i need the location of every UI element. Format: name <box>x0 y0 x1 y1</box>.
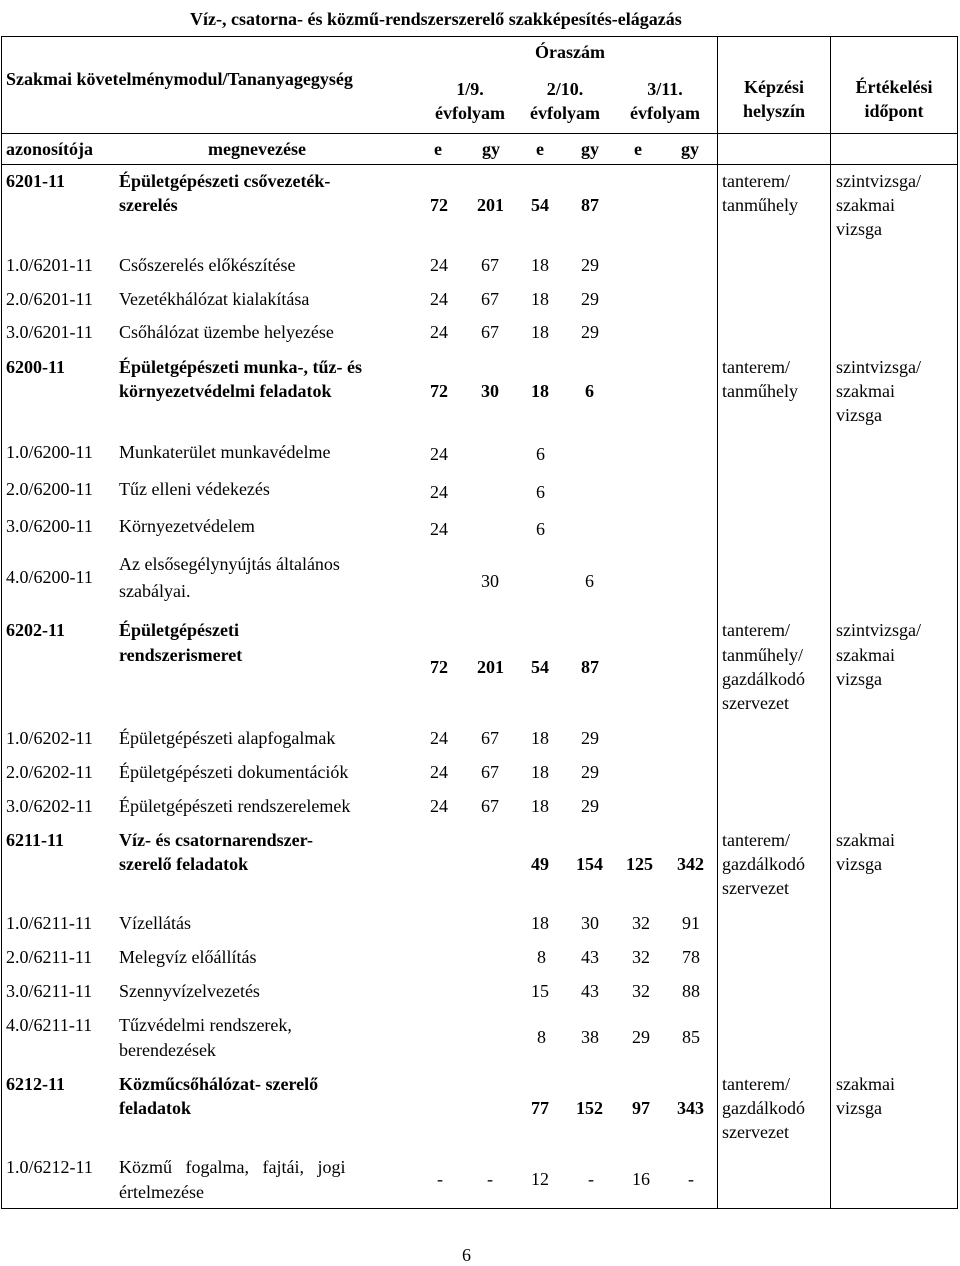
row-hours: 88 <box>682 981 700 1001</box>
row-hours: 24 <box>430 289 448 309</box>
row-hours: 67 <box>481 322 499 342</box>
row-hours: 38 <box>581 1027 599 1047</box>
page-number: 6 <box>462 1245 471 1265</box>
row-id: 3.0/6202-11 <box>6 796 93 816</box>
row-name: Tűzvédelmi rendszerek, <box>119 1015 292 1035</box>
row-hours: 32 <box>632 981 650 1001</box>
header-ertekelesi: Értékelési <box>855 77 933 97</box>
row-name: Épületgépészeti rendszerelemek <box>119 796 351 816</box>
header-year-1: 1/9. <box>456 79 484 99</box>
module-eval: vizsga <box>836 1098 882 1118</box>
row-id: 1.0/6201-11 <box>6 255 93 275</box>
module-place: tanterem/ <box>722 830 790 850</box>
row-hours: 78 <box>682 947 700 967</box>
module-hours: 77 <box>531 1098 549 1118</box>
row-hours: 30 <box>581 913 599 933</box>
module-eval: szintvizsga/ <box>836 171 921 191</box>
module-hours: 343 <box>677 1098 704 1118</box>
row-name: Környezetvédelem <box>119 516 255 536</box>
module-hours: 72 <box>430 657 448 677</box>
module-id: 6200-11 <box>6 357 66 377</box>
module-eval: vizsga <box>836 854 882 874</box>
row-name: Csőszerelés előkészítése <box>119 255 296 275</box>
row-name: értelmezése <box>119 1182 204 1202</box>
module-place: gazdálkodó <box>722 1098 805 1118</box>
row-hours: 91 <box>682 913 700 933</box>
header-gy-3: gy <box>681 139 699 159</box>
module-place: tanterem/ <box>722 171 790 191</box>
module-eval: szintvizsga/ <box>836 620 921 640</box>
header-year-2: 2/10. <box>546 79 584 99</box>
module-name: szerelés <box>119 195 178 215</box>
module-name: Víz- és csatornarendszer- <box>119 830 313 850</box>
header-oraszam: Óraszám <box>535 42 605 62</box>
module-hours: 87 <box>581 657 599 677</box>
row-hours: 24 <box>430 322 448 342</box>
row-hours: 32 <box>632 947 650 967</box>
module-hours: 18 <box>531 381 549 401</box>
header-idopont: időpont <box>864 101 924 121</box>
module-hours: 87 <box>581 195 599 215</box>
module-hours: 72 <box>430 381 448 401</box>
module-eval: szintvizsga/ <box>836 357 921 377</box>
row-name: berendezések <box>119 1040 216 1060</box>
row-id: 1.0/6212-11 <box>6 1157 93 1177</box>
module-hours: 154 <box>576 854 603 874</box>
row-name: szabályai. <box>119 581 191 601</box>
header-evfolyam-3: évfolyam <box>630 103 700 123</box>
module-id: 6212-11 <box>6 1074 66 1094</box>
module-id: 6211-11 <box>6 830 65 850</box>
module-eval: szakmai <box>836 830 895 850</box>
row-id: 4.0/6200-11 <box>6 567 93 587</box>
module-name: Épületgépészeti munka-, tűz- és <box>119 357 362 377</box>
row-id: 2.0/6202-11 <box>6 762 93 782</box>
row-name: Vezetékhálózat kialakítása <box>119 289 310 309</box>
row-id: 3.0/6200-11 <box>6 516 93 536</box>
module-name: Épületgépészeti csővezeték- <box>119 171 331 191</box>
module-hours: 49 <box>531 854 549 874</box>
row-hours: 6 <box>536 482 545 502</box>
header-e-2: e <box>536 139 544 159</box>
header-gy-1: gy <box>482 139 500 159</box>
row-hours: 6 <box>585 571 594 591</box>
module-eval: szakmai <box>836 1074 895 1094</box>
row-name: Épületgépészeti alapfogalmak <box>119 728 336 748</box>
module-eval: vizsga <box>836 219 882 239</box>
module-place: tanműhely <box>722 381 798 401</box>
row-id: 3.0/6201-11 <box>6 322 93 342</box>
module-eval: szakmai <box>836 645 895 665</box>
row-id: 1.0/6200-11 <box>6 442 93 462</box>
row-hours: 24 <box>430 482 448 502</box>
module-place: gazdálkodó <box>722 669 805 689</box>
row-id: 2.0/6201-11 <box>6 289 93 309</box>
header-gy-2: gy <box>581 139 599 159</box>
header-module-label: Szakmai követelménymodul/Tananyagegység <box>6 69 353 89</box>
row-hours: 29 <box>581 796 599 816</box>
row-name: Vízellátás <box>119 913 191 933</box>
module-hours: 125 <box>626 854 653 874</box>
module-place: szervezet <box>722 693 789 713</box>
module-eval: vizsga <box>836 405 882 425</box>
row-hours: 18 <box>531 913 549 933</box>
row-hours: - <box>487 1169 493 1189</box>
row-hours: 6 <box>536 444 545 464</box>
module-place: gazdálkodó <box>722 854 805 874</box>
module-hours: 30 <box>481 381 499 401</box>
module-name: Épületgépészeti <box>119 620 239 640</box>
row-id: 1.0/6211-11 <box>6 913 93 933</box>
module-eval: szakmai <box>836 195 895 215</box>
row-hours: 18 <box>531 796 549 816</box>
row-hours: 16 <box>632 1169 650 1189</box>
row-hours: 6 <box>536 519 545 539</box>
module-hours: 6 <box>585 381 594 401</box>
row-hours: 8 <box>537 947 546 967</box>
row-hours: 29 <box>581 322 599 342</box>
row-hours: 24 <box>430 728 448 748</box>
module-hours: 97 <box>632 1098 650 1118</box>
module-hours: 54 <box>531 195 549 215</box>
row-hours: 43 <box>581 947 599 967</box>
row-hours: 24 <box>430 519 448 539</box>
row-name: Épületgépészeti dokumentációk <box>119 762 349 782</box>
row-hours: 67 <box>481 796 499 816</box>
row-hours: 24 <box>430 796 448 816</box>
row-hours: 24 <box>430 762 448 782</box>
row-hours: 30 <box>481 571 499 591</box>
module-hours: 152 <box>576 1098 603 1118</box>
module-name: szerelő feladatok <box>119 854 249 874</box>
row-hours: 18 <box>531 322 549 342</box>
module-hours: 54 <box>531 657 549 677</box>
module-place: tanterem/ <box>722 620 790 640</box>
module-place: szervezet <box>722 878 789 898</box>
header-evfolyam-2: évfolyam <box>530 103 600 123</box>
row-hours: 18 <box>531 255 549 275</box>
row-hours: - <box>588 1169 594 1189</box>
row-hours: 18 <box>531 289 549 309</box>
row-id: 3.0/6211-11 <box>6 981 93 1001</box>
module-name: Közműcsőhálózat- szerelő <box>119 1074 319 1094</box>
module-hours: 72 <box>430 195 448 215</box>
header-year-3: 3/11. <box>647 79 683 99</box>
row-hours: 32 <box>632 913 650 933</box>
module-hours: 342 <box>677 854 704 874</box>
row-hours: 67 <box>481 255 499 275</box>
row-hours: 67 <box>481 728 499 748</box>
module-hours: 201 <box>477 657 504 677</box>
row-name: Az elsősegélynyújtás általános <box>119 554 340 574</box>
row-hours: 29 <box>581 255 599 275</box>
row-id: 1.0/6202-11 <box>6 728 93 748</box>
module-name: feladatok <box>119 1098 191 1118</box>
row-name: Munkaterület munkavédelme <box>119 442 331 462</box>
module-place: tanterem/ <box>722 1074 790 1094</box>
module-name: rendszerismeret <box>119 645 243 665</box>
row-hours: 29 <box>581 289 599 309</box>
row-id: 2.0/6211-11 <box>6 947 93 967</box>
row-hours: 12 <box>531 1169 549 1189</box>
module-eval: vizsga <box>836 669 882 689</box>
module-place: tanműhely <box>722 195 798 215</box>
row-hours: 8 <box>537 1027 546 1047</box>
row-name: Tűz elleni védekezés <box>119 479 270 499</box>
row-hours: 24 <box>430 255 448 275</box>
module-name: környezetvédelmi feladatok <box>119 381 332 401</box>
row-id: 4.0/6211-11 <box>6 1015 93 1035</box>
module-place: tanterem/ <box>722 357 790 377</box>
row-name: Közmű fogalma, fajtái, jogi <box>119 1157 346 1177</box>
page-title: Víz-, csatorna- és közmű-rendszerszerelő szakképesítés-elágazás <box>190 9 682 29</box>
module-eval: szakmai <box>836 381 895 401</box>
row-name: Csőhálózat üzembe helyezése <box>119 322 334 342</box>
row-hours: 67 <box>481 289 499 309</box>
row-hours: 67 <box>481 762 499 782</box>
header-kepzesi: Képzési <box>744 77 804 97</box>
row-hours: 85 <box>682 1027 700 1047</box>
module-id: 6201-11 <box>6 171 66 191</box>
module-id: 6202-11 <box>6 620 66 640</box>
header-azonositoja: azonosítója <box>6 139 93 159</box>
row-name: Melegvíz előállítás <box>119 947 257 967</box>
row-hours: 29 <box>581 728 599 748</box>
module-hours: 201 <box>477 195 504 215</box>
header-e-3: e <box>634 139 642 159</box>
header-evfolyam-1: évfolyam <box>435 103 505 123</box>
row-name: Szennyvízelvezetés <box>119 981 260 1001</box>
row-id: 2.0/6200-11 <box>6 479 93 499</box>
header-megnevezese: megnevezése <box>208 139 306 159</box>
row-hours: 18 <box>531 728 549 748</box>
row-hours: - <box>437 1169 443 1189</box>
module-place: szervezet <box>722 1122 789 1142</box>
header-helyszin: helyszín <box>742 101 805 121</box>
row-hours: 29 <box>632 1027 650 1047</box>
row-hours: 15 <box>531 981 549 1001</box>
row-hours: 24 <box>430 444 448 464</box>
header-e-1: e <box>434 139 442 159</box>
row-hours: - <box>688 1169 694 1189</box>
row-hours: 43 <box>581 981 599 1001</box>
row-hours: 29 <box>581 762 599 782</box>
row-hours: 18 <box>531 762 549 782</box>
module-place: tanműhely/ <box>722 645 803 665</box>
